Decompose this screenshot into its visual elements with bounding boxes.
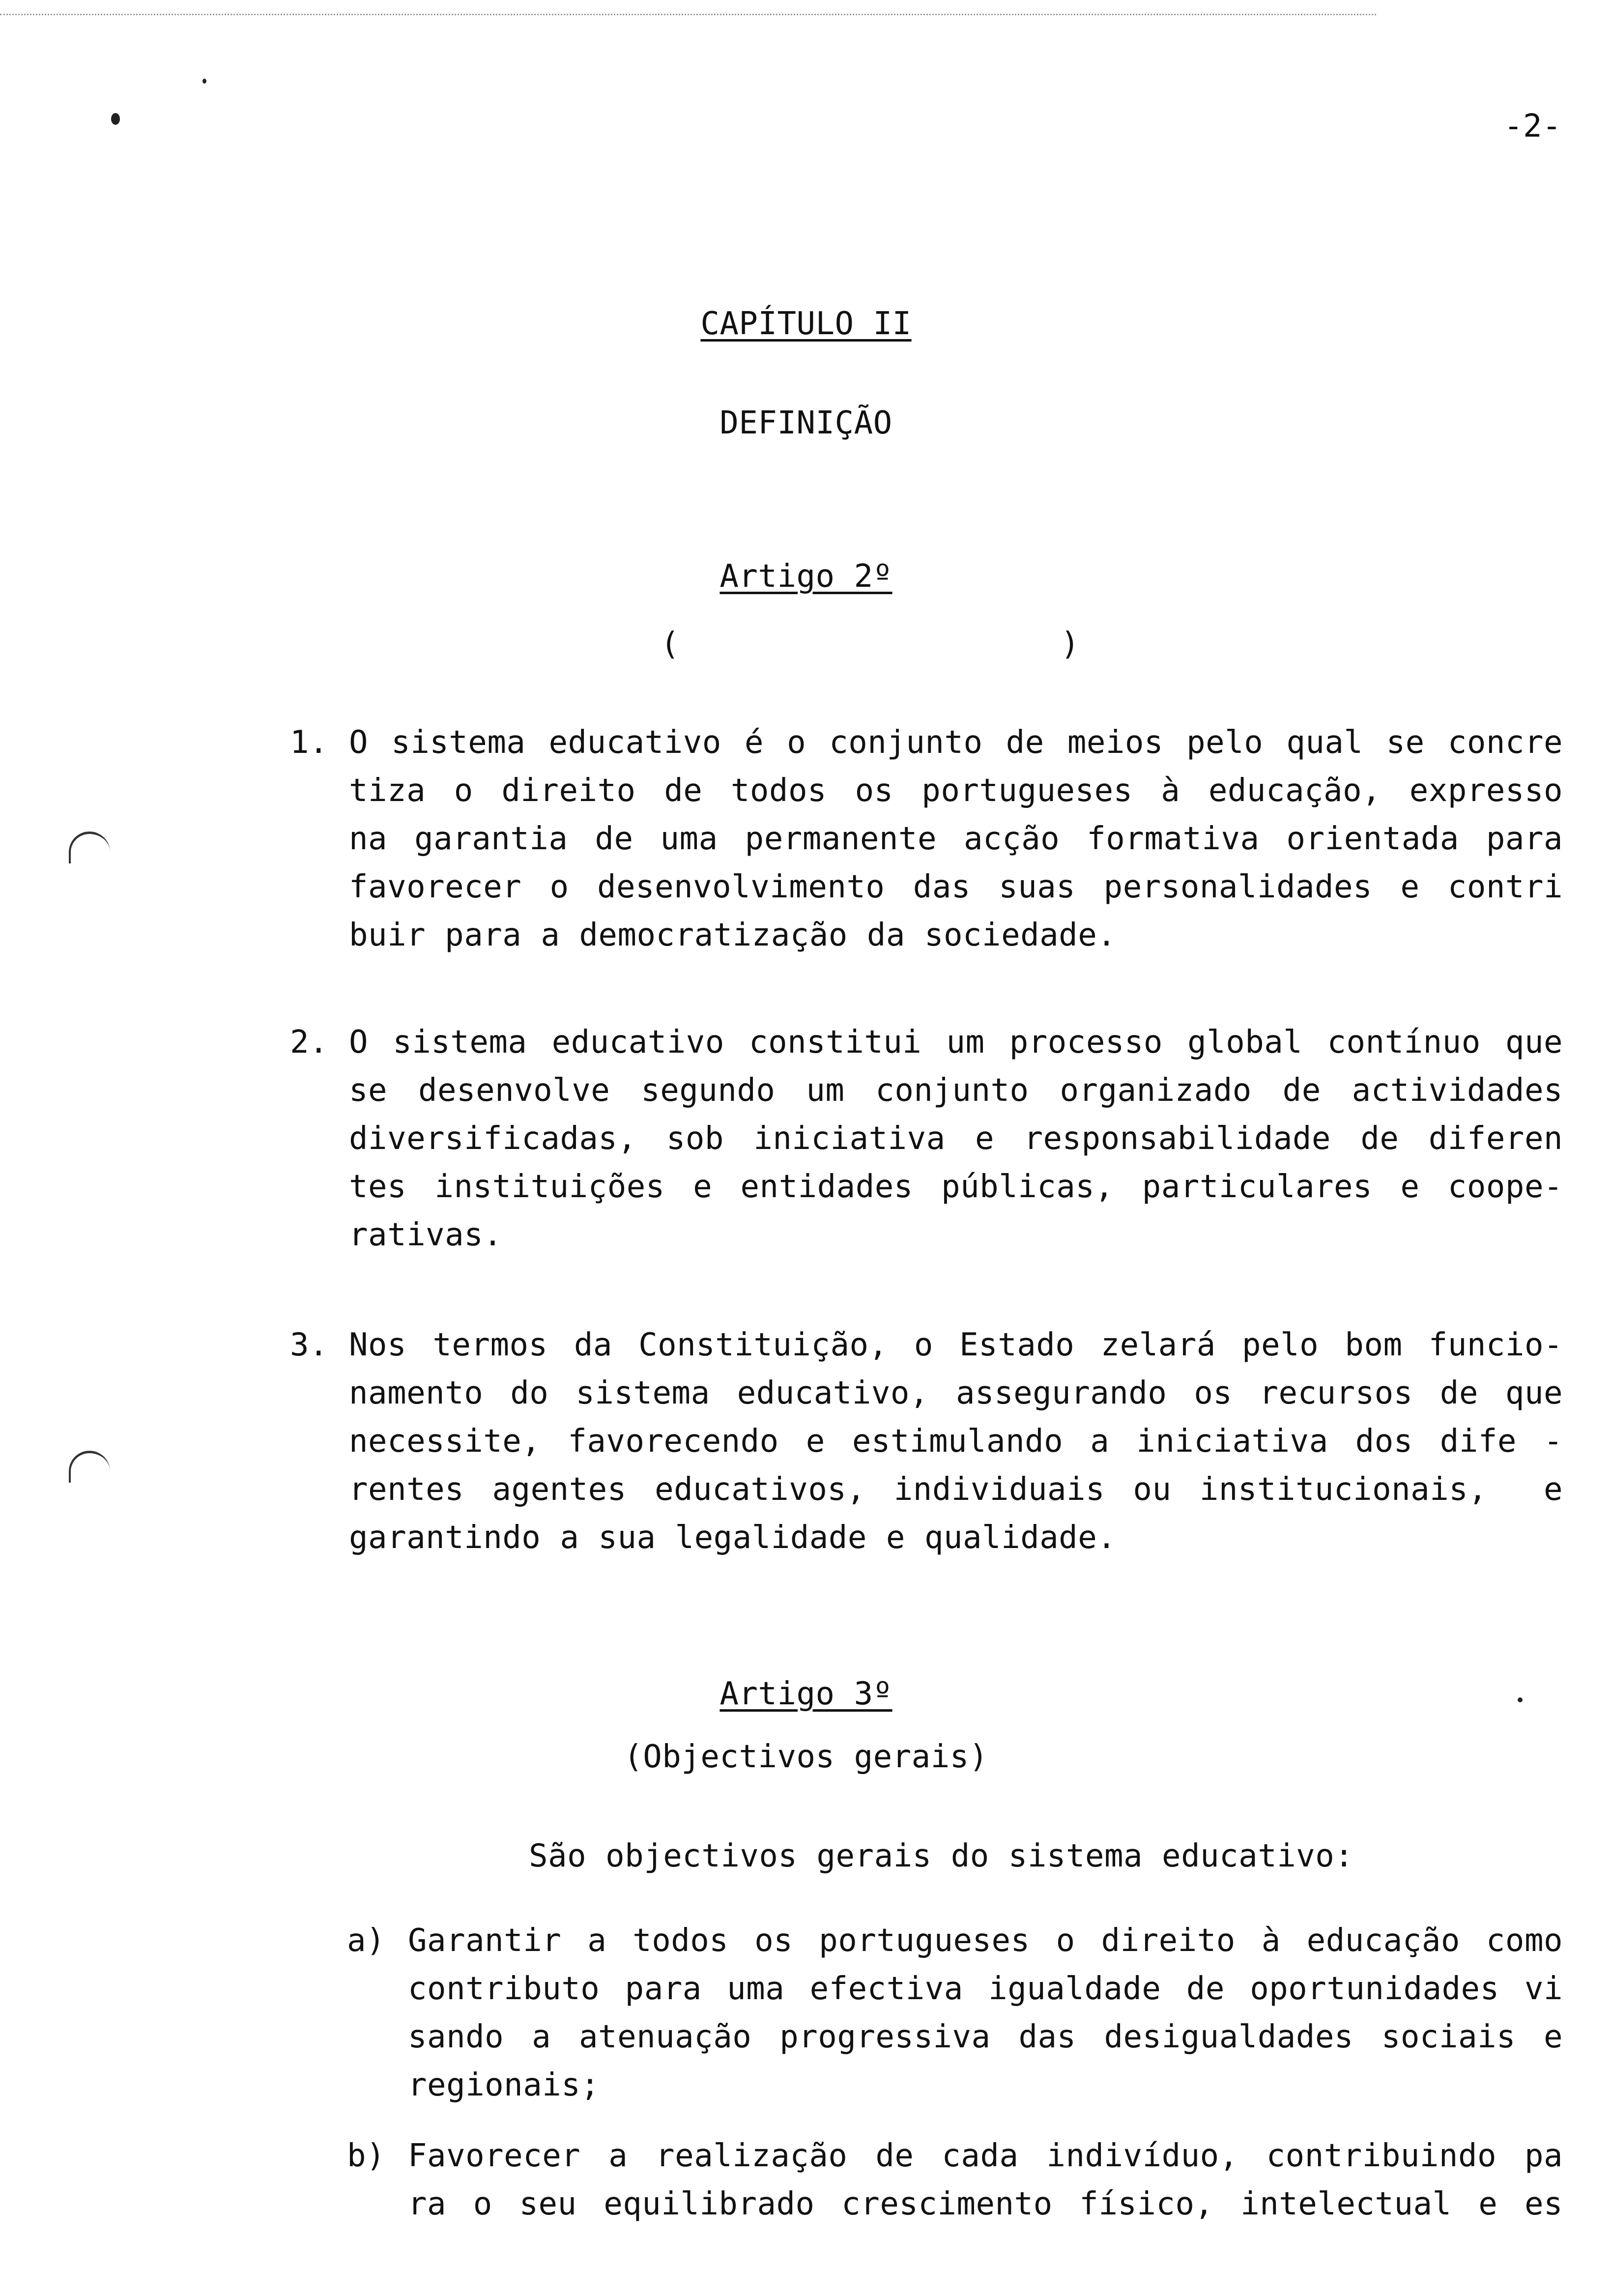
paragraph-line: ra o seu equilibrado crescimento físico, intelectual e es [408, 2186, 1563, 2222]
item-letter: a) [347, 1923, 386, 1959]
hole-punch-mark [69, 1451, 110, 1483]
paragraph-line: se desenvolve segundo um conjunto organizado de actividades [349, 1072, 1563, 1109]
paragraph-line: Favorecer a realização de cada indivíduo, contribuindo pa [408, 2138, 1563, 2174]
paragraph-line: sando a atenuação progressiva das desigualdades sociais e [408, 2019, 1563, 2055]
article-3-intro: São objectivos gerais do sistema educativo: [529, 1838, 1354, 1874]
paragraph-line: diversificadas, sob iniciativa e responsabilidade de diferen [349, 1120, 1563, 1157]
paragraph-line: regionais; [408, 2067, 600, 2103]
paragraph-line: tes instituições e entidades públicas, particulares e coope- [349, 1169, 1563, 1205]
ink-speck [111, 113, 120, 125]
paragraph-line: rativas. [349, 1217, 503, 1253]
hole-punch-mark [69, 832, 110, 863]
paragraph-line: garantindo a sua legalidade e qualidade. [349, 1520, 1117, 1556]
item-number: 3. [290, 1327, 329, 1363]
ink-speck [202, 79, 206, 84]
paragraph-line: buir para a democratização da sociedade. [349, 917, 1117, 953]
page-number: -2- [1504, 108, 1562, 144]
item-number: 2. [290, 1024, 329, 1061]
paragraph-line: Garantir a todos os portugueses o direito à educação como [408, 1923, 1563, 1959]
item-letter: b) [347, 2138, 386, 2174]
paragraph-line: contributo para uma efectiva igualdade de oportunidades vi [408, 1971, 1563, 2007]
chapter-title: CAPÍTULO II [700, 306, 912, 342]
paragraph-line: necessite, favorecendo e estimulando a iniciativa dos dife - [349, 1423, 1563, 1460]
scan-edge-noise [0, 14, 1376, 17]
paragraph-line: rentes agentes educativos, individuais ou institucionais, e [349, 1471, 1563, 1508]
paragraph-line: favorecer o desenvolvimento das suas personalidades e contri [349, 869, 1563, 905]
paragraph-line: na garantia de uma permanente acção formativa orientada para [349, 821, 1563, 857]
paragraph-line: tiza o direito de todos os portugueses à educação, expresso [349, 773, 1563, 809]
article-3-caption: (Objectivos gerais) [624, 1739, 988, 1775]
item-number: 1. [290, 724, 329, 761]
paragraph-line: O sistema educativo constitui um processo global contínuo que [349, 1024, 1563, 1061]
article-2-heading: Artigo 2º [720, 558, 892, 595]
paragraph-line: O sistema educativo é o conjunto de meios pelo qual se concre [349, 724, 1563, 761]
chapter-subtitle: DEFINIÇÃO [720, 405, 892, 441]
article-2-caption-open: ( [661, 626, 680, 662]
article-3-heading: Artigo 3º [720, 1676, 892, 1712]
paragraph-line: namento do sistema educativo, assegurando os recursos de que [349, 1375, 1563, 1411]
article-2-caption-close: ) [1061, 626, 1080, 662]
paragraph-line: Nos termos da Constituição, o Estado zelará pelo bom funcio- [349, 1327, 1563, 1363]
